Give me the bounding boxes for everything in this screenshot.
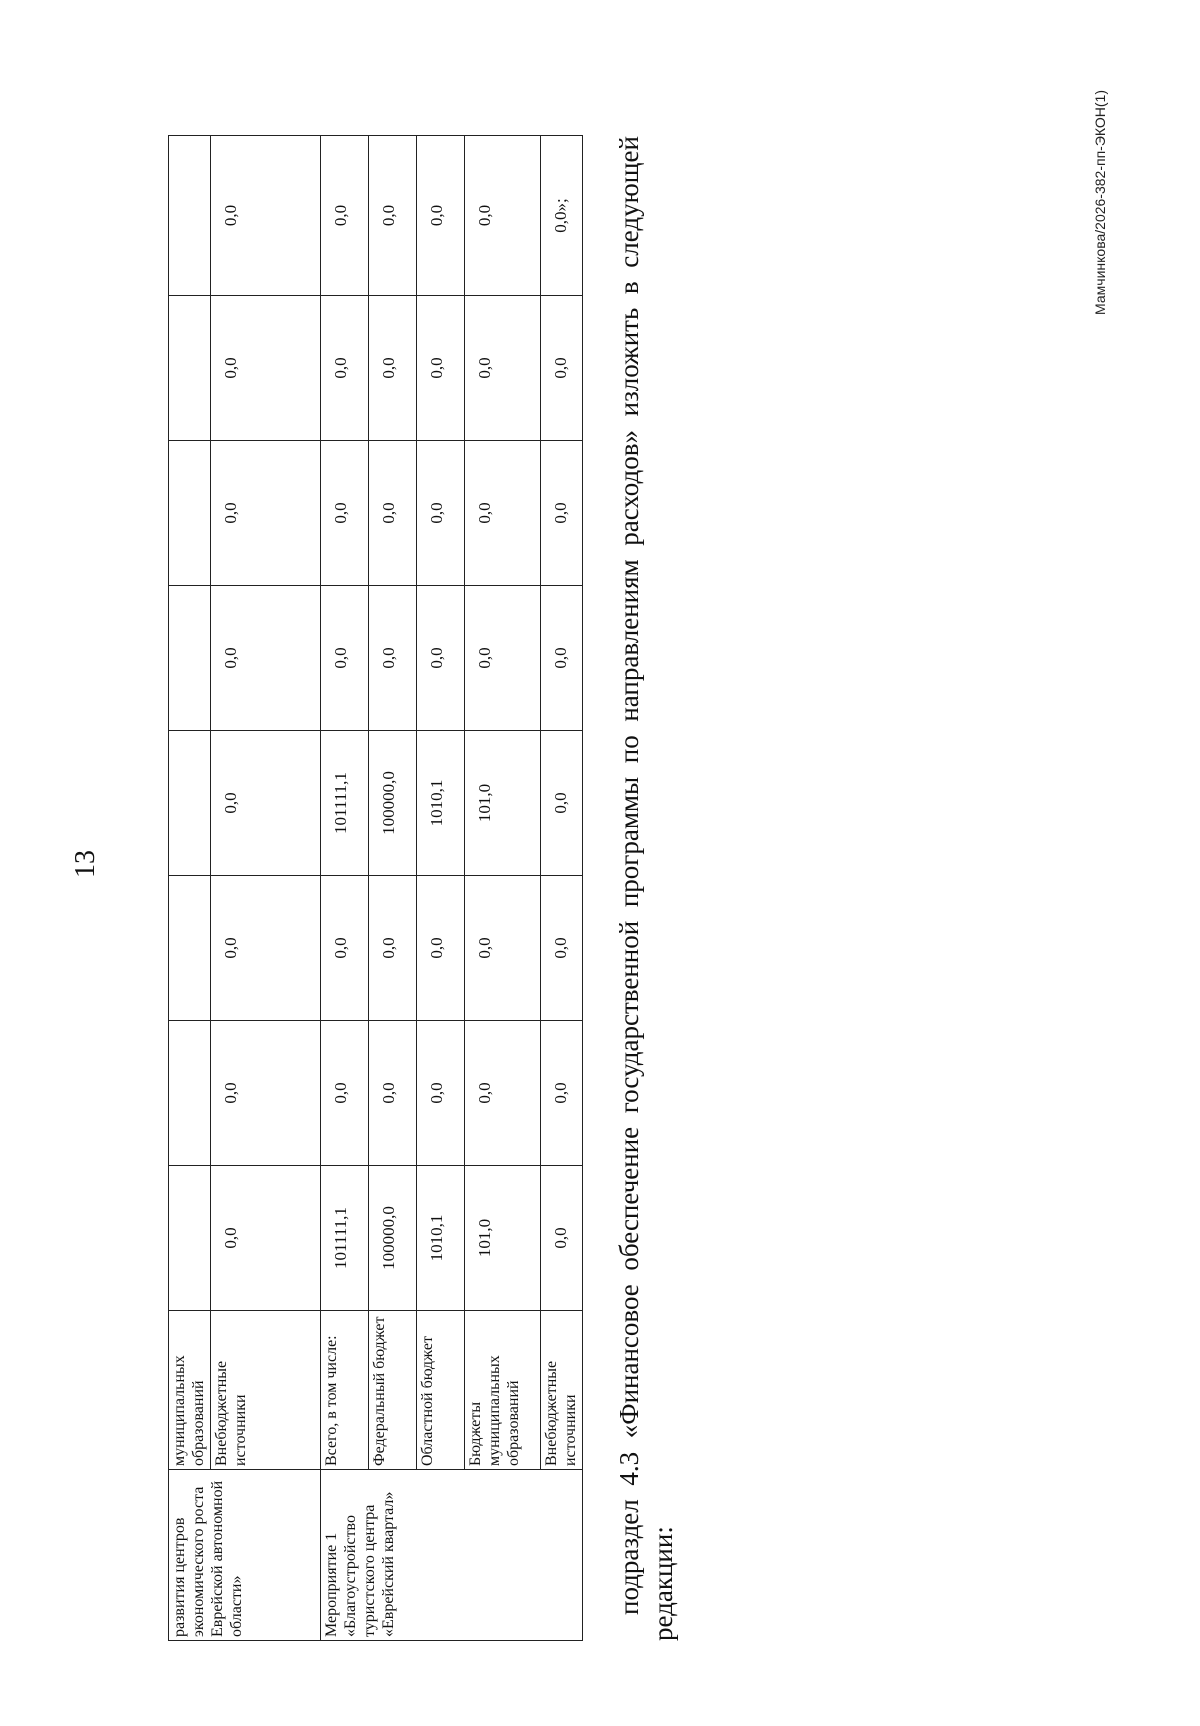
- table-row: [321, 136, 369, 1641]
- table-row: [465, 136, 541, 1641]
- value-cell: 0,0: [541, 441, 583, 586]
- value-cell: 101111,1: [321, 731, 369, 876]
- value-cell: 0,0: [211, 136, 321, 296]
- event-cell: Мероприятие 1 «Благоустройство туристского центра «Еврейский квартал»: [321, 1470, 583, 1641]
- financing-table: [168, 135, 583, 1641]
- value-cell: 0,0: [321, 136, 369, 296]
- value-cell: 0,0: [465, 296, 541, 441]
- value-cell: 0,0: [465, 876, 541, 1021]
- value-cell: 0,0: [417, 586, 465, 731]
- value-cell: 0,0: [541, 296, 583, 441]
- value-cell: 0,0: [541, 1166, 583, 1311]
- value-cell: 0,0: [369, 1021, 417, 1166]
- value-cell: 0,0: [369, 136, 417, 296]
- table-row: [417, 136, 465, 1641]
- value-cell: 0,0: [369, 876, 417, 1021]
- value-cell: [169, 441, 211, 586]
- value-cell: [169, 876, 211, 1021]
- instruction-paragraph: [612, 136, 680, 1641]
- source-cell: Областной бюджет: [417, 1311, 465, 1470]
- value-cell: [169, 136, 211, 296]
- value-cell: 100000,0: [369, 1166, 417, 1311]
- table-row: [169, 136, 211, 1641]
- source-cell: муниципальных образований: [169, 1311, 211, 1470]
- value-cell: 0,0: [369, 586, 417, 731]
- value-cell: 0,0: [541, 731, 583, 876]
- value-cell: 0,0: [417, 296, 465, 441]
- value-cell: [169, 1166, 211, 1311]
- value-cell: [169, 296, 211, 441]
- value-cell: [169, 586, 211, 731]
- event-cell: развития центров экономического роста Еврейской автономной области»: [169, 1470, 321, 1641]
- value-cell: 101,0: [465, 1166, 541, 1311]
- source-cell: Бюджеты муниципальных образований: [465, 1311, 541, 1470]
- table-row: [541, 136, 583, 1641]
- value-cell: [169, 731, 211, 876]
- value-cell: 0,0: [211, 441, 321, 586]
- value-cell: 0,0: [369, 296, 417, 441]
- value-cell: 100000,0: [369, 731, 417, 876]
- value-cell: 0,0: [211, 586, 321, 731]
- value-cell: 1010,1: [417, 731, 465, 876]
- value-cell: 0,0: [417, 136, 465, 296]
- table-row: [369, 136, 417, 1641]
- value-cell: 0,0: [211, 1166, 321, 1311]
- value-cell: 0,0: [465, 136, 541, 296]
- value-cell: 0,0: [417, 441, 465, 586]
- value-cell: 101,0: [465, 731, 541, 876]
- page-number: 13: [70, 850, 101, 878]
- value-cell: [169, 1021, 211, 1166]
- table-row: [211, 136, 321, 1641]
- value-cell: 0,0: [211, 876, 321, 1021]
- paragraph-text: подраздел 4.3 «Финансовое обеспечение государственной программы по направлениям расходов» изложить в следующей редакции:: [614, 136, 678, 1641]
- value-cell: 0,0: [321, 441, 369, 586]
- value-cell: 0,0: [321, 296, 369, 441]
- value-cell: 0,0: [369, 441, 417, 586]
- source-cell: Внебюджетные источники: [211, 1311, 321, 1470]
- value-cell: 0,0: [541, 1021, 583, 1166]
- value-cell: 0,0: [541, 586, 583, 731]
- value-cell: 101111,1: [321, 1166, 369, 1311]
- source-cell: Федеральный бюджет: [369, 1311, 417, 1470]
- value-cell: 0,0: [211, 296, 321, 441]
- value-cell: 0,0: [211, 1021, 321, 1166]
- value-cell: 0,0: [465, 1021, 541, 1166]
- value-cell: 0,0: [417, 1021, 465, 1166]
- value-cell: 0,0: [465, 586, 541, 731]
- value-cell: 0,0: [465, 441, 541, 586]
- value-cell: 0,0: [321, 1021, 369, 1166]
- source-cell: Всего, в том числе:: [321, 1311, 369, 1470]
- value-cell: 0,0: [321, 876, 369, 1021]
- value-cell: 1010,1: [417, 1166, 465, 1311]
- value-cell: 0,0: [321, 586, 369, 731]
- value-cell: 0,0: [417, 876, 465, 1021]
- value-cell: 0,0»;: [541, 136, 583, 296]
- value-cell: 0,0: [211, 731, 321, 876]
- footer-document-code: Мамчинкова/2026-382-пп-ЭКОН(1): [1092, 90, 1108, 315]
- value-cell: 0,0: [541, 876, 583, 1021]
- source-cell: Внебюджетные источники: [541, 1311, 583, 1470]
